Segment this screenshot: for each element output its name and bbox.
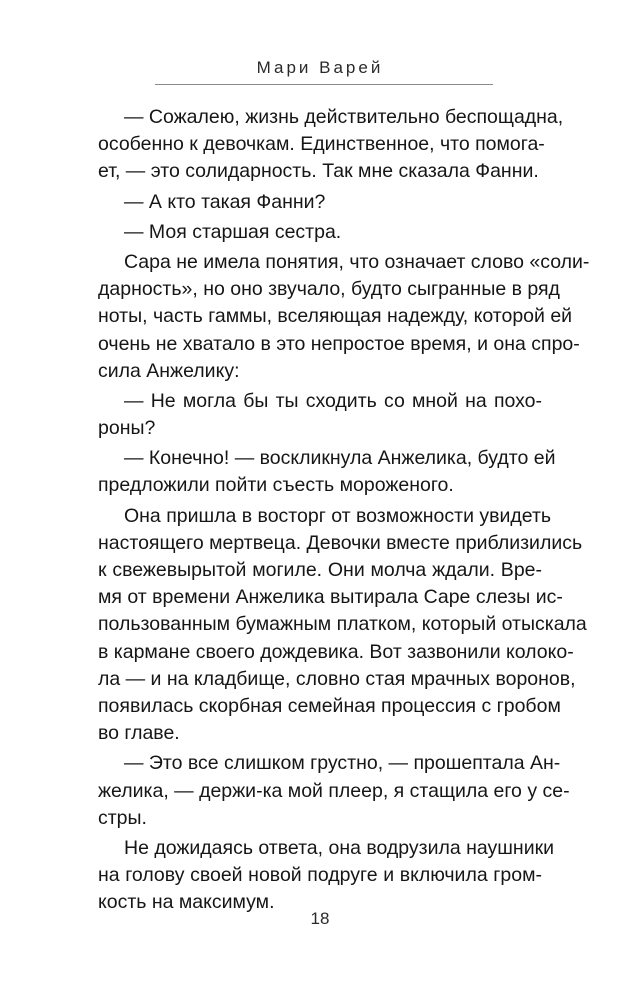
text-line: ноты, часть гаммы, вселяющая надежду, которой ей <box>98 305 573 328</box>
text-line: — А кто такая Фанни? <box>124 190 326 213</box>
text-line: к свежевырытой могиле. Они молча ждали. Вре- <box>98 559 542 581</box>
text-line: — Сожалею, жизнь действительно беспощадна, <box>124 106 564 128</box>
text-line: особенно к девочкам. Единственное, что помога- <box>98 133 545 156</box>
text-line: роны? <box>98 417 156 440</box>
text-line: на голову своей новой подруге и включила гром- <box>98 864 542 887</box>
text-line: Она пришла в восторг от возможности увидеть <box>124 504 552 527</box>
text-line: во главе. <box>98 722 180 745</box>
text-line: пользованным бумажным платком, который отыскала <box>98 613 587 636</box>
text-line: в кармане своего дождевика. Вот зазвонили колоко- <box>98 640 574 663</box>
text-line: Сара не имела понятия, что означает слово «соли- <box>124 250 590 273</box>
text-line: ет, — это солидарность. Так мне сказала Фанни. <box>98 160 539 183</box>
text-line: — Не могла бы ты сходить со мной на похо- <box>124 389 542 412</box>
text-line: желика, — держи-ка мой плеер, я стащила его у се- <box>98 779 570 802</box>
text-line: мя от времени Анжелика вытирала Саре слезы ис- <box>98 586 563 609</box>
text-line: — Это все слишком грустно, — прошептала Ан- <box>124 752 561 775</box>
text-line: настоящего мертвеца. Девочки вместе приблизились <box>98 531 583 554</box>
text-line: — Моя старшая сестра. <box>124 220 342 243</box>
text-line: дарность», но оно звучало, будто сыгранные в ряд <box>98 278 560 301</box>
page-number: 18 <box>310 909 330 928</box>
text-line: стры. <box>98 806 147 829</box>
body-text <box>98 104 590 916</box>
text-line: предложили пойти съесть мороженого. <box>98 474 454 497</box>
text-line: сила Анжелику: <box>98 359 240 382</box>
header-rule <box>155 84 493 85</box>
text-line: ла — и на кладбище, словно стая мрачных воронов, <box>98 667 576 690</box>
text-line: Не дожидаясь ответа, она водрузила наушники <box>124 836 555 859</box>
running-header-author: Мари Варей <box>256 58 384 77</box>
text-line: появилась скорбная семейная процессия с гробом <box>98 694 561 717</box>
text-line: — Конечно! — воскликнула Анжелика, будто ей <box>124 447 556 470</box>
text-line: кость на максимум. <box>98 891 275 914</box>
text-line: очень не хватало в это непростое время, и она спро- <box>98 332 580 355</box>
